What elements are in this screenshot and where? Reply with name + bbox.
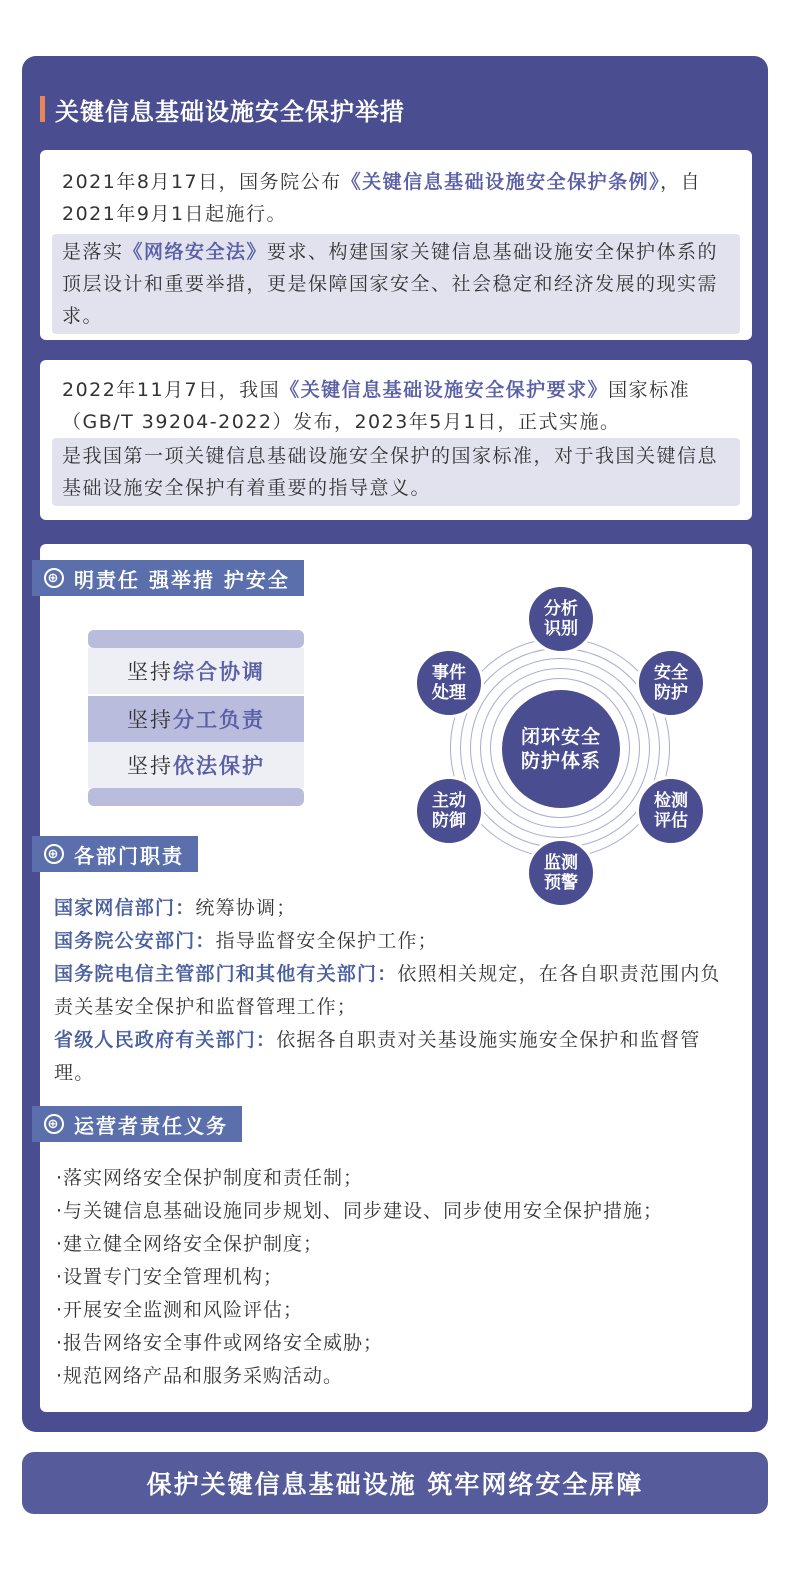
duty-item — [54, 1024, 738, 1090]
department-label: 省级人民政府有关部门： — [54, 1029, 277, 1051]
note-text-end: 要求、构建国家关键信息基础设施安全保护体系的顶层设计和重要举措，更是保障国家安全、社会稳定和经济发展的现实需求。 — [62, 241, 719, 327]
standard-card — [40, 360, 752, 520]
lead-text: 2022年11月7日，我国 — [62, 379, 281, 401]
item-highlight: 分工负责 — [173, 708, 265, 732]
item-highlight: 综合协调 — [173, 660, 265, 684]
regulation-note — [52, 234, 740, 334]
regulation-lead — [62, 166, 730, 230]
lead-text-end: ，自2021年9月1日起施行。 — [62, 171, 702, 225]
duty-item — [54, 958, 738, 1024]
standard-name: 《关键信息基础设施安全保护要求》 — [280, 379, 609, 401]
node-text: 防护 — [654, 683, 688, 703]
diagram-node — [526, 584, 596, 654]
operator-obligations — [56, 1162, 663, 1393]
node-text: 预警 — [544, 873, 578, 893]
center-text: 闭环安全 — [520, 726, 601, 748]
duty-item — [54, 892, 738, 925]
law-name: 《网络安全法》 — [123, 241, 268, 263]
node-text: 检测 — [654, 791, 688, 811]
list-top-bar — [88, 630, 304, 648]
item-highlight: 依法保护 — [173, 754, 265, 778]
shield-globe-icon: ⊕ — [44, 844, 64, 864]
duty-text: 依据各自职责对关基设施实施安全保护和监督管理。 — [54, 1029, 701, 1084]
lead-text: 2021年8月17日，国务院公布 — [62, 171, 342, 193]
standard-note: 是我国第一项关键信息基础设施安全保护的国家标准，对于我国关键信息基础设施安全保护有着重要的指导意义。 — [52, 438, 740, 506]
department-label: 国家网信部门： — [54, 897, 196, 919]
diagram-node — [636, 776, 706, 846]
item-prefix: 坚持 — [127, 754, 173, 778]
node-text: 处理 — [432, 683, 466, 703]
list-item: ·与关键信息基础设施同步规划、同步建设、同步使用安全保护措施； — [56, 1200, 664, 1222]
section-heading-text: 运营者责任义务 — [74, 1113, 228, 1138]
page-title-text: 关键信息基础设施安全保护举措 — [55, 97, 405, 126]
diagram-center — [502, 690, 620, 808]
section-heading-departments — [32, 836, 198, 872]
standard-lead — [62, 374, 730, 438]
item-prefix: 坚持 — [127, 708, 173, 732]
duty-text: 指导监督安全保护工作； — [215, 930, 438, 952]
node-text: 识别 — [544, 619, 578, 639]
node-text: 安全 — [654, 663, 688, 683]
list-item: ·设置专门安全管理机构； — [56, 1266, 284, 1288]
measures-card — [40, 544, 752, 1412]
title-accent-bar — [40, 96, 45, 122]
list-item — [88, 648, 304, 694]
footer-slogan: 保护关键信息基础设施 筑牢网络安全屏障 — [146, 1470, 644, 1499]
department-label: 国务院电信主管部门和其他有关部门： — [54, 963, 398, 985]
lead-text-end: 国家标准（GB/T 39204-2022）发布，2023年5月1日，正式实施。 — [62, 379, 691, 433]
duty-item — [54, 925, 738, 958]
node-text: 监测 — [544, 853, 578, 873]
section-heading-text: 各部门职责 — [74, 843, 184, 868]
regulation-card — [40, 150, 752, 340]
footer-banner — [22, 1452, 768, 1514]
center-text: 防护体系 — [520, 750, 601, 772]
note-text: 是落实 — [62, 241, 124, 263]
list-bottom-bar — [88, 788, 304, 806]
principles-list — [88, 630, 304, 806]
list-item — [88, 696, 304, 742]
diagram-node — [636, 648, 706, 718]
list-item: ·开展安全监测和风险评估； — [56, 1299, 304, 1321]
duty-text: 依照相关规定，在各自职责范围内负责关基安全保护和监督管理工作； — [54, 963, 721, 1018]
section-heading-responsibility — [32, 560, 304, 596]
item-prefix: 坚持 — [127, 660, 173, 684]
regulation-name: 《关键信息基础设施安全保护条例》 — [341, 171, 661, 193]
node-text: 防御 — [432, 811, 466, 831]
shield-globe-icon: ⊕ — [44, 568, 64, 588]
department-label: 国务院公安部门： — [54, 930, 216, 952]
node-text: 评估 — [654, 811, 688, 831]
list-item: ·落实网络安全保护制度和责任制； — [56, 1167, 364, 1189]
list-item: ·规范网络产品和服务采购活动。 — [56, 1365, 344, 1387]
node-text: 分析 — [544, 599, 578, 619]
closed-loop-diagram — [408, 584, 708, 904]
list-item: ·报告网络安全事件或网络安全威胁； — [56, 1332, 384, 1354]
shield-globe-icon: ⊕ — [44, 1114, 64, 1134]
node-text: 主动 — [432, 791, 466, 811]
list-item: ·建立健全网络安全保护制度； — [56, 1233, 324, 1255]
section-heading-operators — [32, 1106, 242, 1142]
diagram-node — [414, 776, 484, 846]
duty-text: 统筹协调； — [195, 897, 297, 919]
page-title — [40, 92, 405, 126]
section-heading-text: 明责任 强举措 护安全 — [74, 567, 290, 592]
diagram-node — [414, 648, 484, 718]
node-text: 事件 — [432, 663, 466, 683]
list-item — [88, 742, 304, 788]
department-duties — [54, 892, 738, 1090]
